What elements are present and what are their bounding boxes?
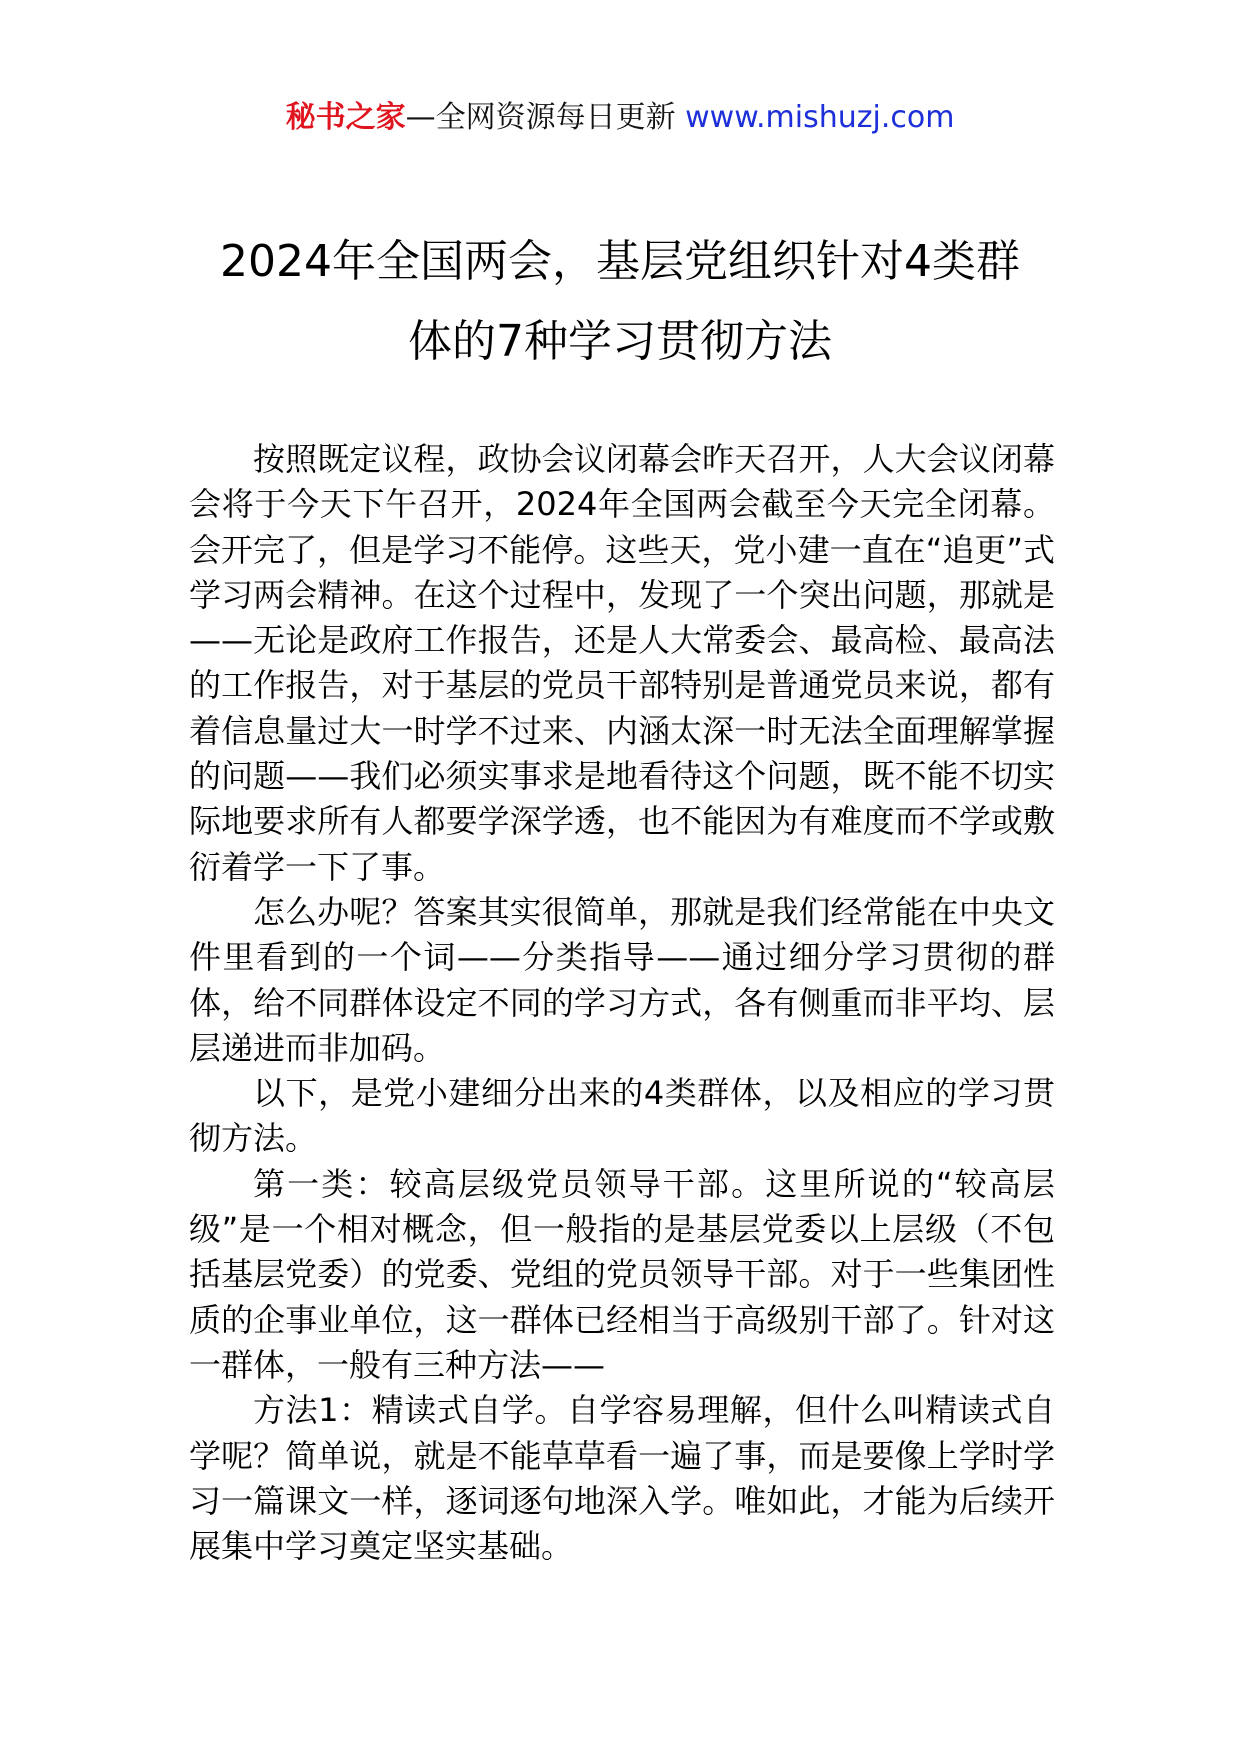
title-line-2: 体的7种学习贯彻方法 (408, 316, 832, 367)
paragraph: 以下，是党小建细分出来的4类群体，以及相应的学习贯彻方法。 (189, 1074, 1055, 1158)
document-body (189, 437, 1055, 1569)
title-line-1: 2024年全国两会，基层党组织针对4类群 (220, 236, 1020, 287)
site-banner (0, 96, 1240, 140)
paragraph: 方法1：精读式自学。自学容易理解，但什么叫精读式自学呢？简单说，就是不能草草看一遍了事，而是要像上学时学习一篇课文一样，逐词逐句地深入学。唯如此，才能为后续开展集中学习奠定坚实基础。 (189, 1391, 1055, 1566)
paragraph: 按照既定议程，政协会议闭幕会昨天召开，人大会议闭幕会将于今天下午召开，2024年全国两会截至今天完全闭幕。会开完了，但是学习不能停。这些天，党小建一直在“追更”式学习两会精神。在这个过程中，发现了一个突出问题，那就是——无论是政府工作报告，还是人大常委会、最高检、最高法的工作报告，对于基层的党员干部特别是普通党员来说，都有着信息量过大一时学不过来、内涵太深一时无法全面理解掌握的问题——我们必须实事求是地看待这个问题，既不能不切实际地要求所有人都要学深学透，也不能因为有难度而不学或敷衍着学一下了事。 (189, 440, 1055, 886)
paragraph: 怎么办呢？答案其实很简单，那就是我们经常能在中央文件里看到的一个词——分类指导——通过细分学习贯彻的群体，给不同群体设定不同的学习方式，各有侧重而非平均、层层递进而非加码。 (189, 892, 1055, 1067)
paragraph: 第一类：较高层级党员领导干部。这里所说的“较高层级”是一个相对概念，但一般指的是基层党委以上层级（不包括基层党委）的党委、党组的党员领导干部。对于一些集团性质的企事业单位，这一群体已经相当于高级别干部了。针对这一群体，一般有三种方法—— (189, 1164, 1055, 1384)
site-url-link[interactable]: www.mishuzj.com (685, 100, 955, 135)
document-title (160, 222, 1080, 382)
site-tagline: —全网资源每日更新 (405, 100, 676, 135)
site-brand: 秘书之家 (285, 100, 406, 135)
